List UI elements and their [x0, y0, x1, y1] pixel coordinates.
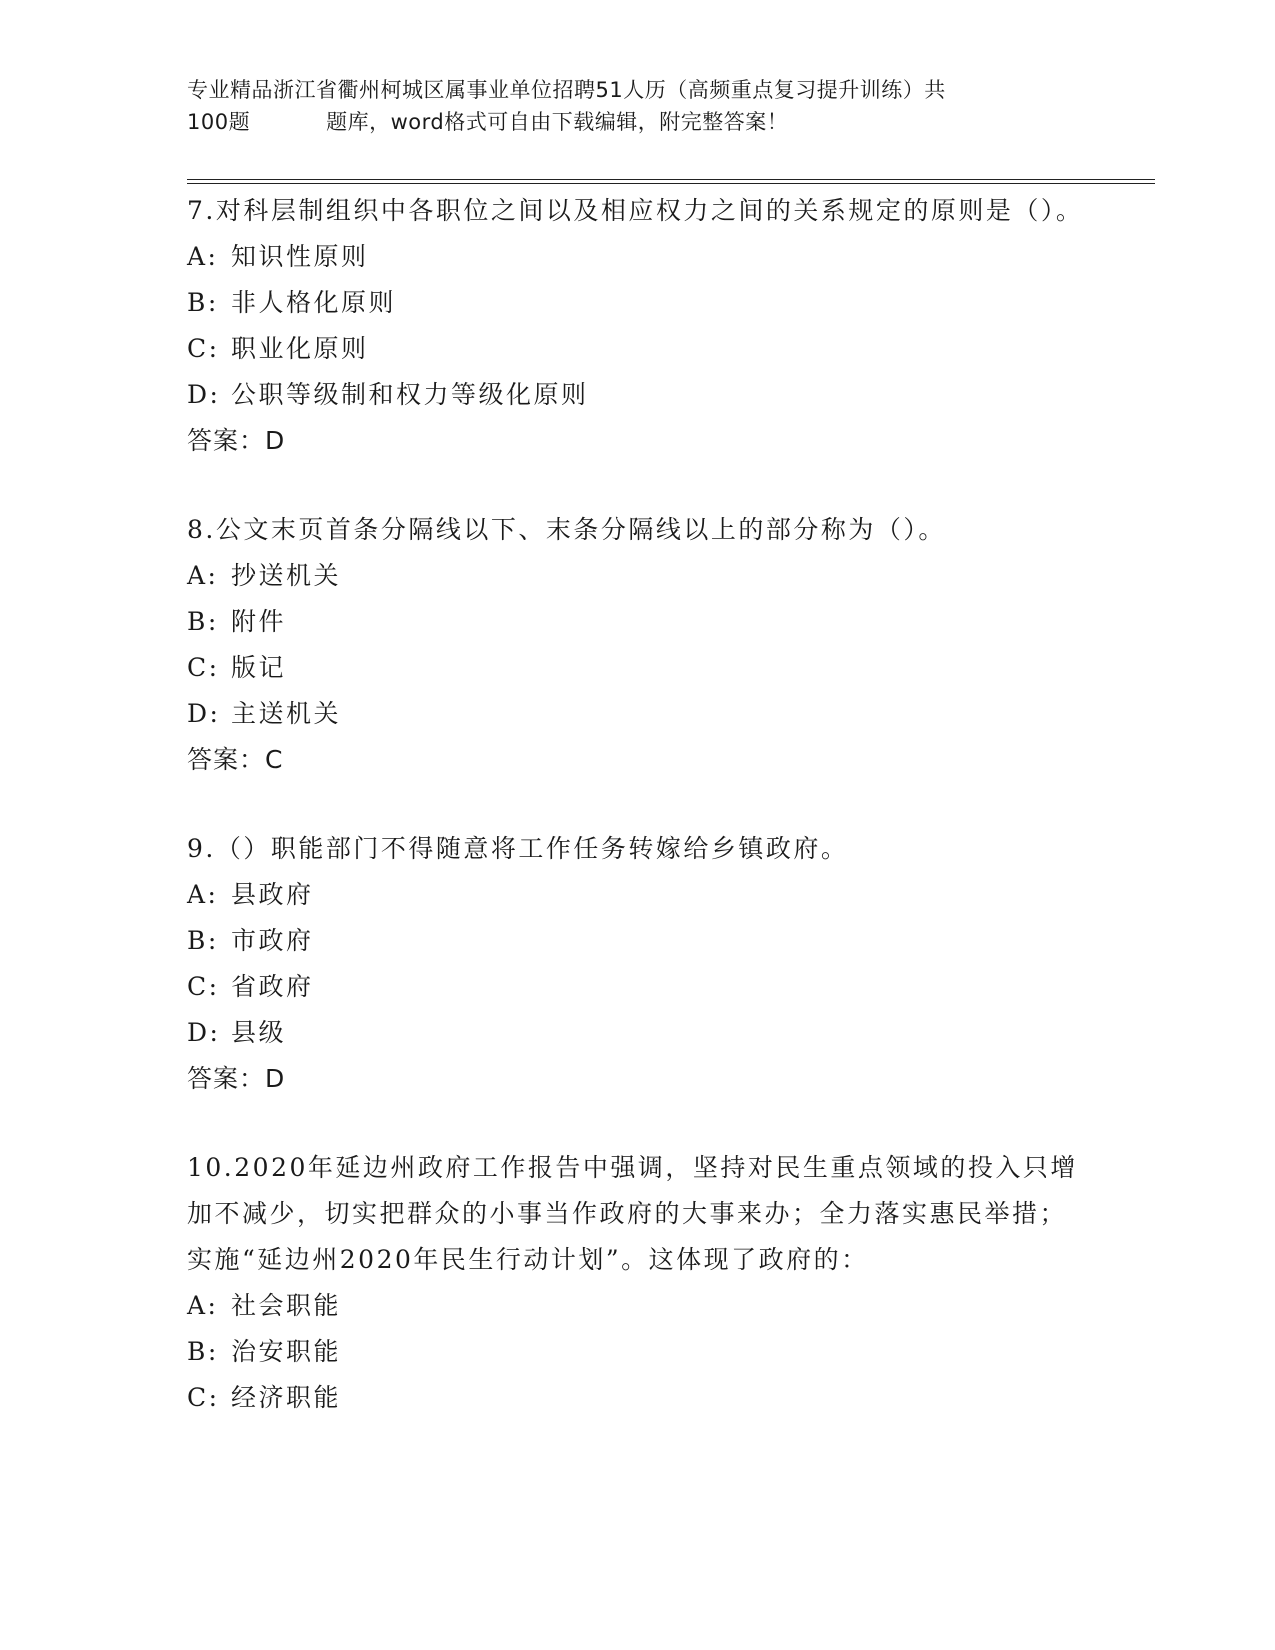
question-text: 8.公文末页首条分隔线以下、末条分隔线以上的部分称为（）。: [187, 515, 946, 544]
header-divider-bottom: [187, 183, 1155, 184]
option-c: [187, 645, 1087, 691]
option-letter: A:: [187, 1291, 219, 1320]
option-text: 市政府: [231, 926, 314, 955]
option-letter: B:: [187, 1337, 219, 1366]
answer-line: 答案：D: [187, 1064, 286, 1093]
option-letter: C:: [187, 653, 220, 682]
option-text: 县级: [231, 1018, 287, 1047]
option-c: [187, 326, 1087, 372]
option-d: [187, 1010, 1087, 1056]
option-c: [187, 964, 1087, 1010]
option-text: 省政府: [231, 972, 314, 1001]
answer-line: 答案：C: [187, 745, 284, 774]
option-text: 县政府: [231, 880, 314, 909]
answer-line: 答案：D: [187, 426, 286, 455]
option-letter: C:: [187, 972, 220, 1001]
question-item: [187, 1145, 1087, 1421]
option-text: 主送机关: [231, 699, 342, 728]
option-text: 社会职能: [231, 1291, 342, 1320]
option-a: [187, 1283, 1087, 1329]
question-text: 9.（）职能部门不得随意将工作任务转嫁给乡镇政府。: [187, 834, 849, 863]
option-text: 职业化原则: [231, 334, 369, 363]
option-letter: A:: [187, 242, 219, 271]
question-item: [187, 507, 1087, 783]
option-c: [187, 1375, 1087, 1421]
option-letter: D:: [187, 699, 221, 728]
option-a: [187, 872, 1087, 918]
option-text: 知识性原则: [231, 242, 369, 271]
header-description: 题库，word格式可自由下载编辑，附完整答案！: [326, 110, 789, 134]
option-letter: C:: [187, 1383, 220, 1412]
header-divider-top: [187, 179, 1155, 180]
option-text: 非人格化原则: [231, 288, 397, 317]
option-letter: B:: [187, 607, 219, 636]
option-b: [187, 918, 1087, 964]
option-text: 经济职能: [231, 1383, 342, 1412]
option-letter: C:: [187, 334, 220, 363]
option-letter: B:: [187, 288, 219, 317]
question-list: [187, 188, 1087, 1421]
option-letter: D:: [187, 380, 221, 409]
option-a: [187, 234, 1087, 280]
header-title-line: 专业精品浙江省衢州柯城区属事业单位招聘51人历（高频重点复习提升训练）共: [187, 78, 946, 102]
option-b: [187, 280, 1087, 326]
option-a: [187, 553, 1087, 599]
option-text: 抄送机关: [231, 561, 342, 590]
option-letter: A:: [187, 880, 219, 909]
question-item: [187, 188, 1087, 464]
option-text: 附件: [231, 607, 287, 636]
option-b: [187, 1329, 1087, 1375]
option-d: [187, 372, 1087, 418]
option-b: [187, 599, 1087, 645]
option-text: 公职等级制和权力等级化原则: [231, 380, 589, 409]
question-text: 7.对科层制组织中各职位之间以及相应权力之间的关系规定的原则是（）。: [187, 196, 1084, 225]
option-text: 治安职能: [231, 1337, 342, 1366]
option-letter: A:: [187, 561, 219, 590]
option-d: [187, 691, 1087, 737]
header-subtitle-line: [187, 106, 1087, 138]
question-text: 10.2020年延边州政府工作报告中强调，坚持对民生重点领域的投入只增加不减少，切实把群众的小事当作政府的大事来办；全力落实惠民举措；实施“延边州2020年民生行动计划”。这体现了政府的：: [187, 1153, 1078, 1274]
header-question-count: 100题: [187, 110, 251, 134]
document-header: [187, 74, 1087, 138]
option-letter: D:: [187, 1018, 221, 1047]
question-item: [187, 826, 1087, 1102]
option-letter: B:: [187, 926, 219, 955]
option-text: 版记: [231, 653, 287, 682]
